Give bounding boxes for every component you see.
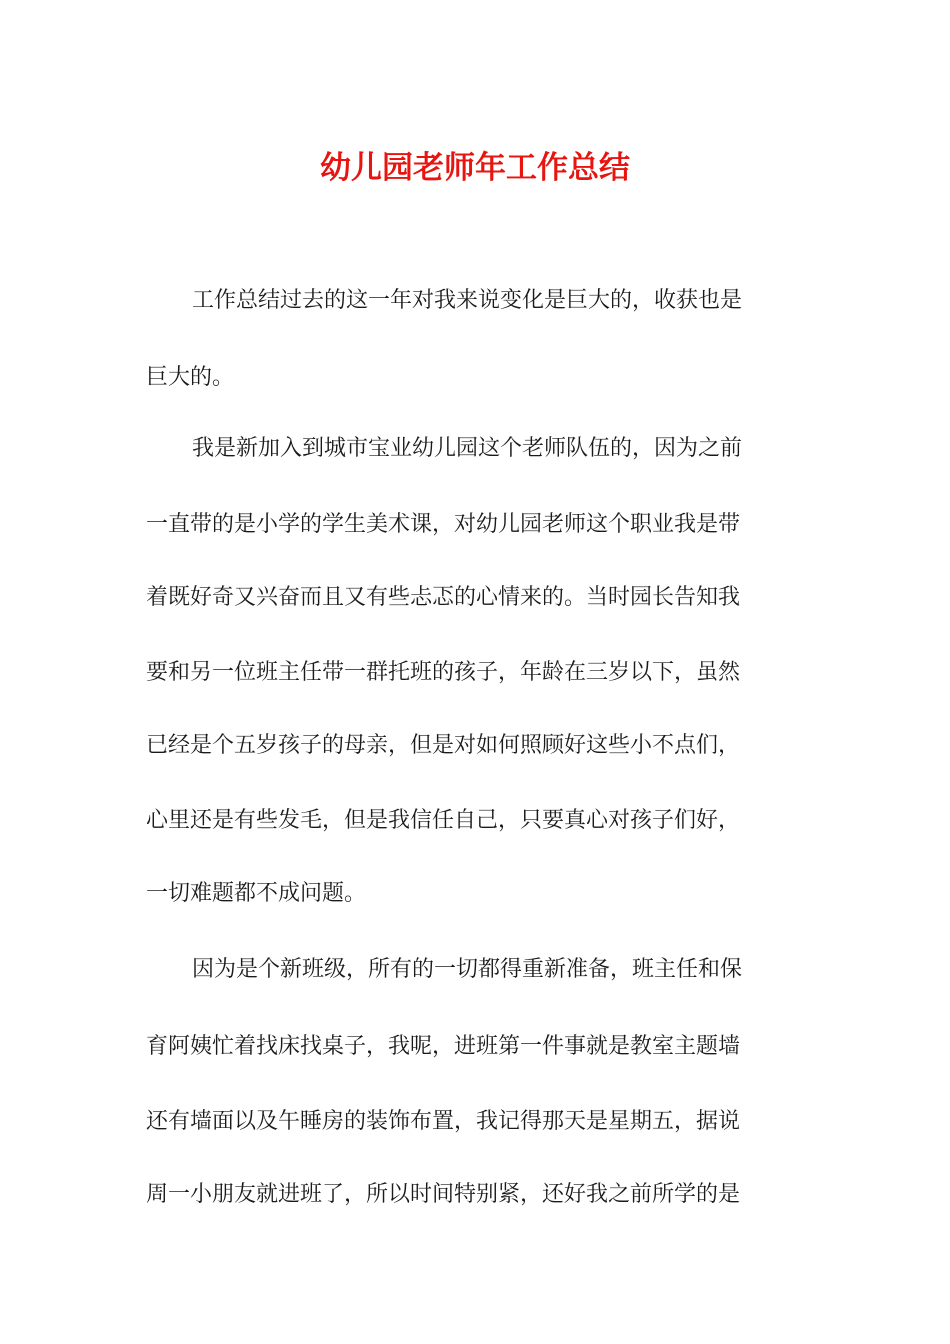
paragraph-1-line-1: 工作总结过去的这一年对我来说变化是巨大的，收获也是 bbox=[192, 288, 743, 313]
paragraph-3-line-1: 因为是个新班级，所有的一切都得重新准备，班主任和保 bbox=[192, 957, 743, 982]
paragraph-1-line-2: 巨大的。 bbox=[146, 365, 235, 390]
paragraph-3-line-3: 还有墙面以及午睡房的装饰布置，我记得那天是星期五，据说 bbox=[146, 1109, 741, 1134]
paragraph-3-line-2: 育阿姨忙着找床找桌子，我呢，进班第一件事就是教室主题墙 bbox=[146, 1034, 741, 1059]
paragraph-3-line-4: 周一小朋友就进班了，所以时间特别紧，还好我之前所学的是 bbox=[146, 1182, 741, 1207]
paragraph-2-line-2: 一直带的是小学的学生美术课，对幼儿园老师这个职业我是带 bbox=[146, 512, 741, 537]
paragraph-2-line-7: 一切难题都不成问题。 bbox=[146, 881, 367, 906]
paragraph-2-line-4: 要和另一位班主任带一群托班的孩子，年龄在三岁以下，虽然 bbox=[146, 660, 741, 685]
paragraph-2-line-3: 着既好奇又兴奋而且又有些忐忑的心情来的。当时园长告知我 bbox=[146, 585, 741, 610]
paragraph-2-line-6: 心里还是有些发毛，但是我信任自己，只要真心对孩子们好， bbox=[146, 808, 741, 833]
paragraph-2-line-1: 我是新加入到城市宝业幼儿园这个老师队伍的，因为之前 bbox=[192, 436, 743, 461]
document-title: 幼儿园老师年工作总结 bbox=[320, 150, 630, 186]
paragraph-2-line-5: 已经是个五岁孩子的母亲，但是对如何照顾好这些小不点们， bbox=[146, 733, 741, 758]
